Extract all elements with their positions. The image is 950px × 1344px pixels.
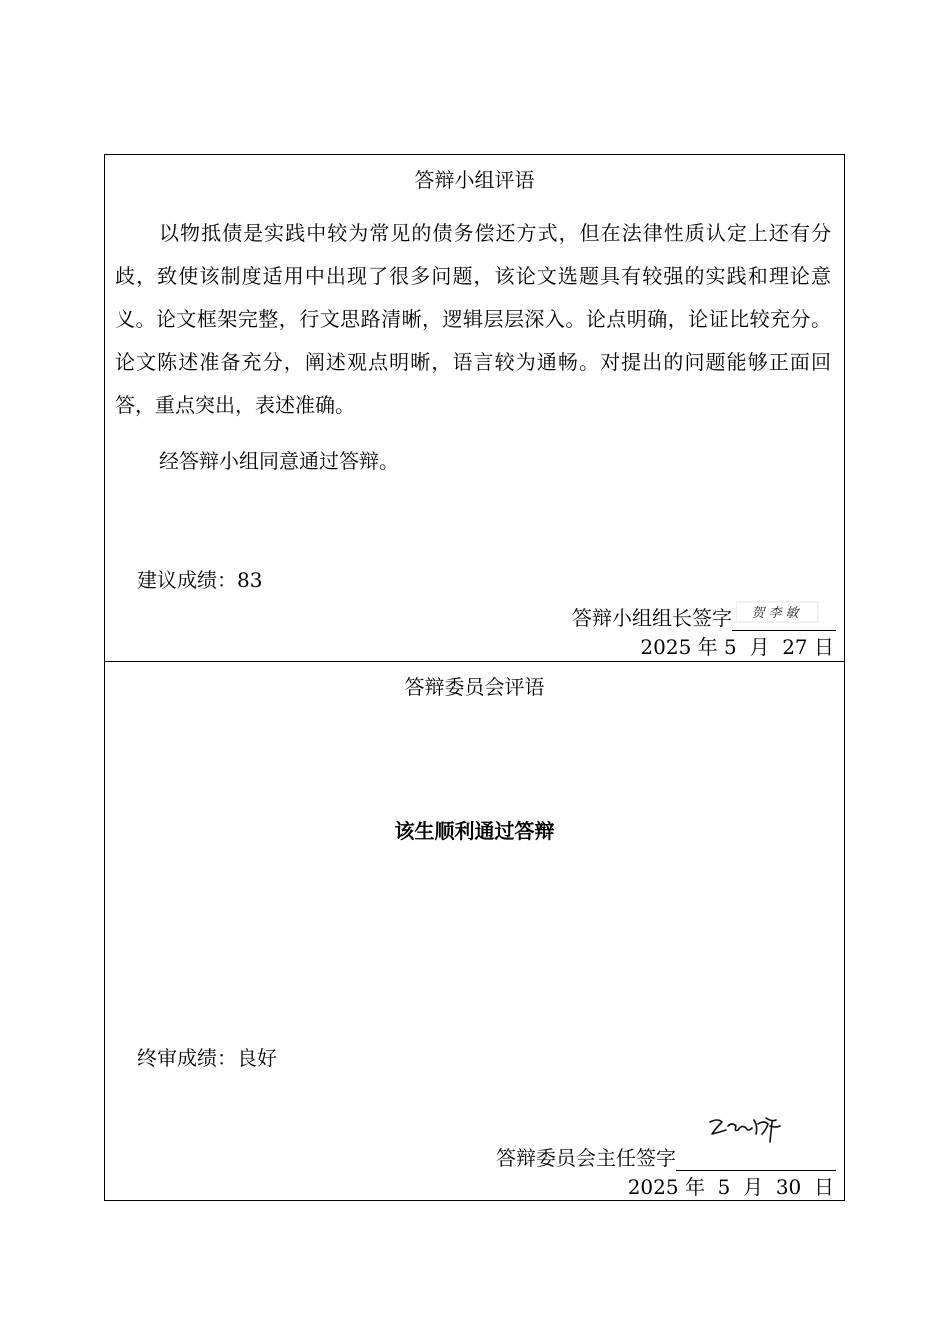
group-grade-value: 83 xyxy=(237,568,263,592)
committee-date: 2025 年 5 月 30 日 xyxy=(627,1175,834,1199)
committee-grade-value: 良好 xyxy=(237,1046,277,1070)
group-conclusion: 经答辩小组同意通过答辩。 xyxy=(159,449,399,473)
group-section-title: 答辩小组评语 xyxy=(414,168,535,192)
evaluation-form xyxy=(104,154,845,1201)
group-sign-line xyxy=(732,606,836,631)
section-divider xyxy=(105,661,844,662)
committee-section-title: 答辩委员会评语 xyxy=(404,675,545,699)
group-leader-signature xyxy=(736,600,820,624)
committee-comment: 该生顺利通过答辩 xyxy=(394,819,555,843)
committee-sign-line xyxy=(676,1146,836,1171)
svg-text:贺李敏: 贺李敏 xyxy=(751,606,803,621)
committee-grade xyxy=(137,1045,277,1071)
group-sign-row xyxy=(572,605,836,631)
committee-sign-label: 答辩委员会主任签字 xyxy=(496,1146,676,1170)
committee-grade-label: 终审成绩： xyxy=(137,1046,237,1070)
group-grade-label: 建议成绩： xyxy=(137,568,237,592)
committee-chair-signature xyxy=(706,1112,786,1152)
group-date: 2025 年 5 月 27 日 xyxy=(640,635,834,659)
committee-sign-row xyxy=(496,1145,836,1171)
group-comment: 以物抵债是实践中较为常见的债务偿还方式，但在法律性质认定上还有分歧，致使该制度适用中出现了很多问题，该论文选题具有较强的实践和理论意义。论文框架完整，行文思路清晰，逻辑层层深入。论点明确，论证比较充分。论文陈述准备充分，阐述观点明晰，语言较为通畅。对提出的问题能够正面回答，重点突出，表述准确。 xyxy=(115,221,831,417)
group-sign-label: 答辩小组组长签字 xyxy=(572,606,732,630)
group-grade xyxy=(137,567,262,593)
